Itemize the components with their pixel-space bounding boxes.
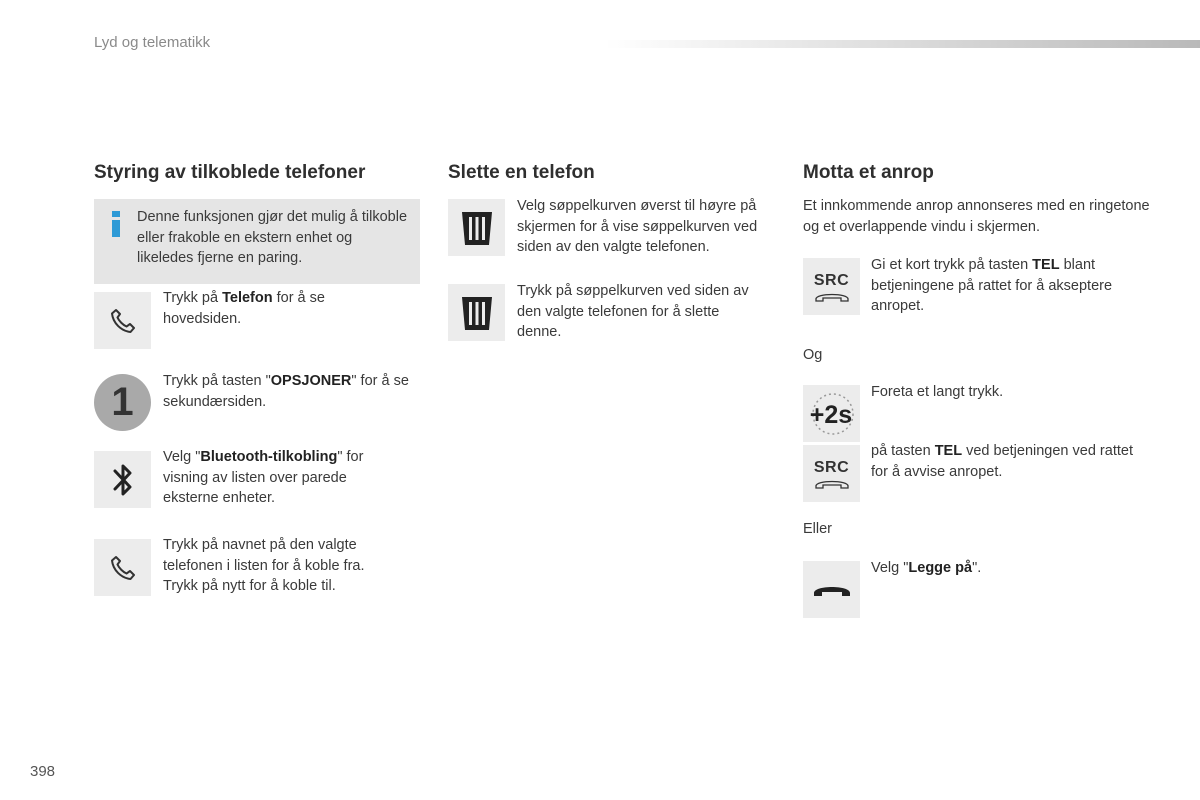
- eller-text: Eller: [803, 521, 833, 537]
- section-title-delete-phone: Slette en telefon: [448, 162, 595, 183]
- phone-handset-icon: [107, 552, 139, 584]
- section-title-receive-call: Motta et anrop: [803, 162, 934, 183]
- trash-icon-box-2: [448, 284, 505, 341]
- src-button-icon-box: [803, 258, 860, 315]
- header-gradient-bar: [605, 40, 1200, 48]
- info-icon: [110, 211, 122, 237]
- step-reject-text: på tasten TEL ved betjeningen ved rattet for å avvise anropet.: [871, 443, 1133, 480]
- phone-icon-box-2: [94, 539, 151, 596]
- step-telefon-text: Trykk på Telefon for å se hovedsiden.: [163, 290, 325, 327]
- step-disconnect-text: Trykk på navnet på den valgte telefonen i listen for å koble fra. Trykk på nytt for å koble til.: [163, 537, 365, 594]
- step-show-trash-text: Velg søppelkurven øverst til høyre på skjermen for å vise søppelkurven ved siden av den valgte telefonen.: [517, 198, 758, 255]
- src-label: SRC: [813, 271, 850, 289]
- trash-icon-box: [448, 199, 505, 256]
- step-delete-text: Trykk på søppelkurven ved siden av den valgte telefonen for å slette denne.: [517, 283, 749, 340]
- src-button-icon-box-2: [803, 445, 860, 502]
- phone-handset-icon: [107, 305, 139, 337]
- long-press-2s-icon: [803, 385, 860, 442]
- step-opsjoner-text: Trykk på tasten "OPSJONER" for å se sekundærsiden.: [163, 373, 409, 410]
- hang-up-phone-icon: [812, 582, 852, 598]
- step-accept-text: Gi et kort trykk på tasten TEL blant betjeningene på rattet for å akseptere anropet.: [871, 257, 1113, 314]
- src-label: SRC: [813, 458, 850, 476]
- running-header: Lyd og telematikk: [94, 34, 211, 51]
- receive-call-intro: Et innkommende anrop annonseres med en ringetone og et overlappende vindu i skjermen.: [803, 198, 1150, 235]
- phone-pickup-icon: [813, 290, 851, 302]
- page-number: 398: [30, 763, 56, 780]
- long-press-icon-box: [803, 385, 860, 442]
- og-text: Og: [803, 347, 823, 363]
- hang-up-icon-box: [803, 561, 860, 618]
- bluetooth-icon: [109, 460, 137, 500]
- bluetooth-icon-box: [94, 451, 151, 508]
- trash-bin-icon: [460, 209, 494, 247]
- info-text: Denne funksjonen gjør det mulig å tilkoble eller frakoble en ekstern enhet og likeledes fjerne en paring.: [137, 209, 408, 266]
- phone-icon-box: [94, 292, 151, 349]
- number-one-icon: 1: [94, 374, 151, 431]
- step-hang-up-text: Velg "Legge på".: [871, 560, 982, 576]
- section-title-manage-phones: Styring av tilkoblede telefoner: [94, 162, 366, 183]
- trash-bin-icon: [460, 294, 494, 332]
- step-bluetooth-text: Velg "Bluetooth-tilkobling" for visning av listen over parede eksterne enheter.: [163, 449, 364, 506]
- phone-pickup-icon: [813, 477, 851, 489]
- step-long-press-text: Foreta et langt trykk.: [871, 384, 1004, 400]
- svg-text:+2s: +2s: [809, 401, 853, 429]
